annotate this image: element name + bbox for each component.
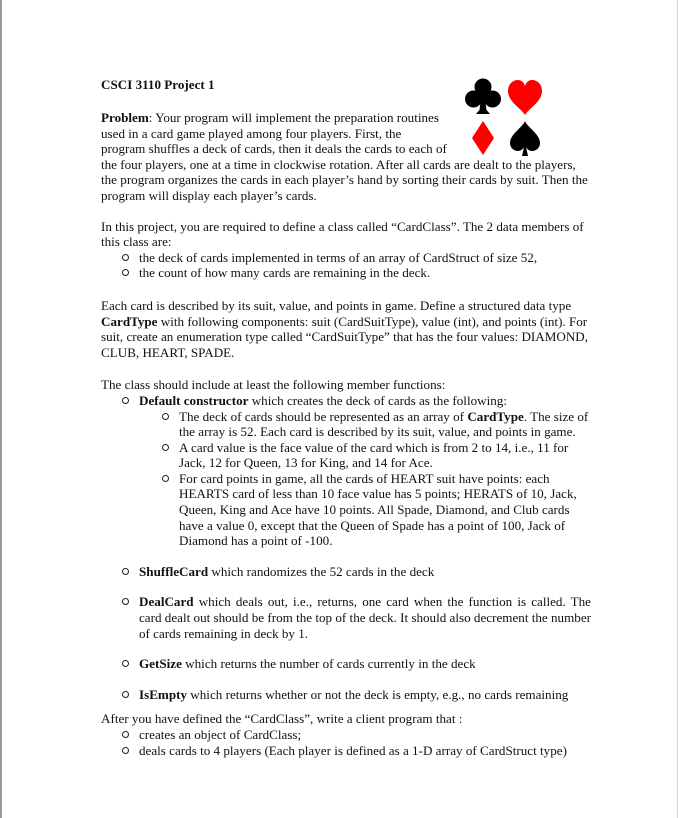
list-item: For card points in game, all the cards of HEART suit have points: each HEARTS card of less than 10 face value has 5 points; HERATS of 10, Jack, Queen, King and Ace have 10 points. All Spade, Diamond, and Club cards have a value 0, except that the Queen of Spade has a point of 100, Jack of Diamond has a point of -100.: [139, 471, 591, 549]
deal-name: DealCard: [139, 594, 194, 610]
sub1-text: The deck of cards should be represented as an array of: [179, 408, 468, 424]
constructor-desc: which creates the deck of cards as the following:: [248, 392, 507, 408]
member-list: [101, 250, 591, 281]
problem-label: Problem: [101, 110, 149, 125]
constructor-name: Default constructor: [139, 392, 249, 408]
problem-section: [101, 110, 591, 204]
getsize-desc: which returns the number of cards currently in the deck: [181, 656, 476, 672]
functions-intro: The class should include at least the following member functions:: [101, 377, 446, 393]
shuffle-name: ShuffleCard: [139, 563, 209, 579]
cardtype-name: CardType: [101, 313, 158, 329]
card-text-1: Each card is described by its suit, value, and points in game. Define a structured data type: [101, 297, 572, 313]
constructor-sublist: [139, 409, 591, 549]
card-paragraph: [101, 298, 591, 360]
document-body: [101, 77, 591, 758]
problem-line-2: used in a card game played among four players. First, the: [101, 125, 402, 141]
problem-line-3: program shuffles a deck of cards, then it deals the cards to each of: [101, 141, 447, 157]
list-item: [139, 409, 591, 440]
list-item: [101, 564, 591, 580]
function-list: [101, 393, 591, 703]
client-list: [101, 727, 591, 758]
list-item: creates an object of CardClass;: [101, 727, 591, 743]
deal-desc: which deals out, i.e., returns, one card when the function is called. The card dealt out should be from the top of the deck. It should also decrement the number of cards remaining in deck by 1.: [139, 594, 591, 641]
problem-rest: the four players, one at a time in clockwise rotation. After all cards are dealt to the players, the program organizes the cards in each player’s hand by sorting their cards by suit. Then the program will display each player’s cards.: [101, 156, 588, 203]
list-item: A card value is the face value of the card which is from 2 to 14, i.e., 11 for Jack, 12 for Queen, 13 for King, and 14 for Ace.: [139, 440, 591, 471]
project-intro: In this project, you are required to define a class called “CardClass”. The 2 data members of this class are:: [101, 218, 584, 250]
list-item: [101, 393, 591, 549]
functions-section: [101, 377, 591, 702]
shuffle-desc: which randomizes the 52 cards in the deck: [208, 563, 435, 579]
document-title: CSCI 3110 Project 1: [101, 77, 215, 92]
list-item: deals cards to 4 players (Each player is defined as a 1-D array of CardStruct type): [101, 743, 591, 759]
sub1-type: CardType: [467, 408, 524, 424]
isempty-desc: which returns whether or not the deck is empty, e.g., no cards remaining: [187, 686, 569, 702]
list-item: [101, 687, 591, 703]
list-item: [101, 656, 591, 672]
problem-line-1: : Your program will implement the preparation routines: [148, 110, 439, 125]
client-section: [101, 711, 591, 758]
list-item: [101, 594, 591, 641]
isempty-name: IsEmpty: [139, 686, 188, 702]
sub1-text-2: . The size of the array is 52. Each card is described by its suit, value, and points in game.: [179, 408, 589, 440]
card-text-2: with following components: suit (CardSuitType), value (int), and points (int). For suit, create an enumeration type called “CardSuitType” that has the four values: DIAMOND, CLUB, HEART, SPADE.: [101, 313, 589, 360]
project-section: [101, 219, 591, 281]
list-item: the deck of cards implemented in terms of an array of CardStruct of size 52,: [101, 250, 591, 266]
page-left-border: [0, 0, 2, 818]
list-item: the count of how many cards are remaining in the deck.: [101, 265, 591, 281]
getsize-name: GetSize: [139, 656, 182, 672]
client-intro: After you have defined the “CardClass”, write a client program that :: [101, 711, 463, 727]
